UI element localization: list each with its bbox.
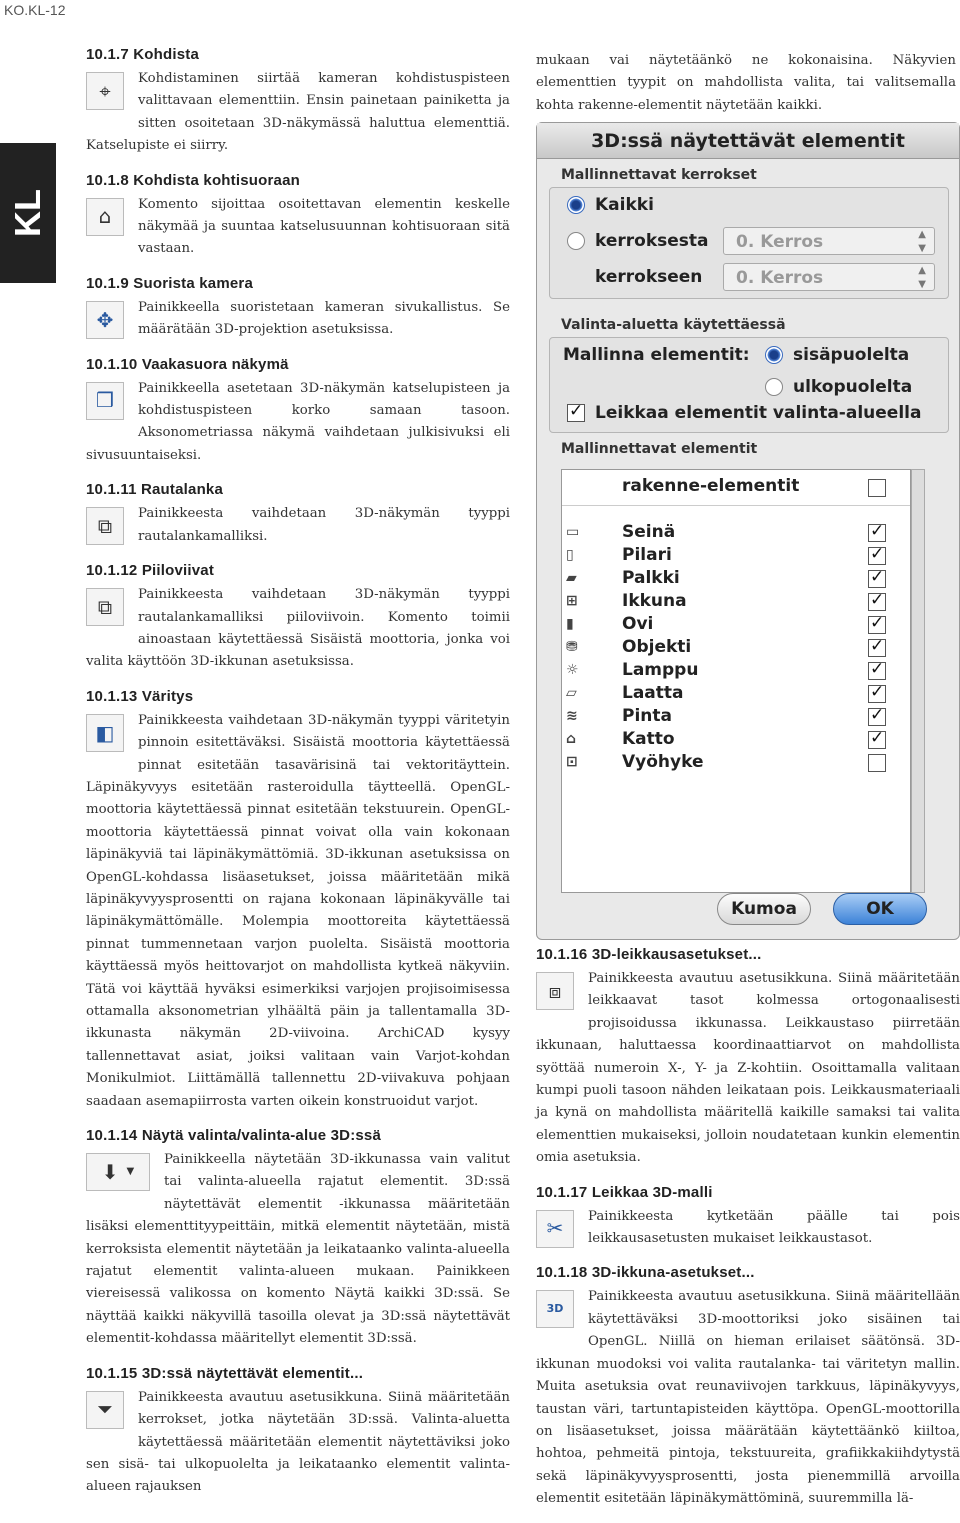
section-10-1-15 (86, 1363, 510, 1499)
list-item[interactable] (562, 683, 910, 706)
select-all-checkbox[interactable] (868, 479, 886, 497)
section-10-1-9 (86, 273, 510, 342)
item-label: Palkki (622, 568, 680, 588)
section-text: Komento sijoittaa osoitettavan elementin keskelle näkymää ja suuntaa katselusuunnan kohtisuoraan sitä vastaan. (138, 196, 510, 257)
list-scrollbar[interactable] (911, 469, 925, 893)
item-label: Seinä (622, 522, 676, 542)
section-heading: 10.1.18 3D-ikkuna-asetukset... (536, 1264, 755, 1282)
to-story-select[interactable] (723, 263, 935, 291)
wall-icon: ▭ (566, 524, 580, 540)
list-item[interactable] (562, 591, 910, 614)
list-item[interactable] (562, 660, 910, 683)
shaded-icon: ◧ (86, 714, 124, 752)
section-text: Painikkeesta avautuu asetusikkuna. Siinä määritetään leikkaavat tasot kolmessa ortogonaalisesti projisoidussa ikkunassa. Leikkaustaso piirretään ikkunaan, haluttaessa koordinaattiarvot on mahdollista syöttää numeroin X-, Y- ja Z-kohtiin. Osoittamalla valitaan kumpi puoli tasoon nähden leikataan pois. Leikkausmateriaali ja kynä on mahdollista määritellä kaikille samaksi tai valita elementtien mukaiseksi, jolloin noudatetaan kunkin elementin omia asetuksia. (536, 971, 960, 1166)
mesh-icon: ≋ (566, 708, 578, 724)
list-item[interactable] (562, 545, 910, 568)
radio-all-label: Kaikki (595, 195, 654, 215)
from-story-select[interactable] (723, 227, 935, 255)
dropdown-arrow-icon: ▼ (126, 1165, 135, 1177)
item-checkbox[interactable] (868, 547, 886, 565)
item-label: Objekti (622, 637, 692, 657)
radio-dot[interactable] (765, 378, 783, 396)
cube-horizontal-icon: ❒ (86, 382, 124, 420)
radio-dot[interactable] (765, 346, 783, 364)
chapter-tab-label: KL (7, 189, 48, 237)
ok-button[interactable]: OK (833, 893, 927, 925)
item-checkbox[interactable] (868, 754, 886, 772)
section-heading: 10.1.10 Vaakasuora näkymä (86, 355, 289, 373)
radio-inside-label: sisäpuolelta (793, 345, 910, 365)
item-label: Ikkuna (622, 591, 687, 611)
item-label: Lamppu (622, 660, 699, 680)
item-checkbox[interactable] (868, 593, 886, 611)
section-text: Painikkeesta avautuu asetusikkuna. Siinä määritellään käytettäväksi 3D-moottoriksi joko sisäinen tai OpenGL. Niillä on hieman erilaiset säätönsä. 3D-ikkunan muodoksi voi valita rautalanka- tai väritetyn mallin. Muita asetuksia ovat reunaviivojen tarkkuus, läpinäkyvyys, taustan väri, tartuntapisteiden käyttöpa. OpenGL-moottorilla on lisäasetukset, joissa määrätään käytettäänkö kiiltoa, hohtoa, pehmeitä pintoja, tekstuureita, grafiikkakiihdytystä sekä läpinäkyvyysprosentti, josta pienemmillä arvoilla elementit esitetään läpinäkymättöminä, suuremmilla lä- (536, 1289, 960, 1507)
item-label: Ovi (622, 614, 654, 634)
section-text: Painikkeella asetetaan 3D-näkymän katselupisteen ja kohdistuspisteen korko samaan tasoon. Aksonometriassa näkymä vaihdetaan julkisivuksi eli sivusuuntaiseksi. (86, 380, 510, 463)
radio-inside[interactable] (765, 345, 909, 365)
cancel-button[interactable]: Kumoa (717, 893, 811, 925)
item-label: Laatta (622, 683, 684, 703)
section-text: Painikkeesta avautuu asetusikkuna. Siinä määritetään kerrokset, jotka näytetään 3D:ssä. Valinta-aluetta käytettäessä määritetään elementit näytettäviksi joko sen sisä- tai ulkopuolelta ja leikataanko elementit valinta-alueen rajauksen (86, 1389, 510, 1495)
section-10-1-13 (86, 686, 510, 1113)
section-heading: 10.1.8 Kohdista kohtisuoraan (86, 171, 300, 189)
roof-icon: ⌂ (566, 731, 577, 747)
door-icon: ▮ (566, 616, 574, 632)
section-10-1-11 (86, 479, 510, 548)
radio-from-story[interactable] (567, 231, 709, 251)
house-icon: ⌂ (86, 198, 124, 236)
item-label: Pilari (622, 545, 672, 565)
list-item[interactable] (562, 706, 910, 729)
item-checkbox[interactable] (868, 708, 886, 726)
element-type-list (561, 469, 911, 893)
list-item[interactable] (562, 614, 910, 637)
section-settings-icon: ⧈ (536, 972, 574, 1010)
window-icon: ⊞ (566, 593, 578, 609)
continuation-text: mukaan vai näytetäänkö ne kokonaisina. Näkyvien elementtien tyypit on mahdollista valita, tai valitsemalla kohta rakenne-elementit näytetään kaikki. (536, 53, 956, 113)
item-checkbox[interactable] (868, 616, 886, 634)
section-text: Painikkeesta vaihdetaan 3D-näkymän tyyppi rautalankamalliksi. (138, 506, 510, 544)
item-checkbox[interactable] (868, 639, 886, 657)
section-heading: 10.1.7 Kohdista (86, 46, 200, 63)
list-item[interactable] (562, 752, 910, 775)
show-selection-icon: ⬇ ▼ (86, 1153, 150, 1191)
list-item[interactable] (562, 568, 910, 591)
beam-icon: ▰ (566, 570, 577, 586)
filter-funnel-icon: ⏷ (86, 1391, 124, 1429)
radio-all[interactable] (567, 195, 654, 215)
section-heading: 10.1.13 Väritys (86, 687, 194, 705)
section-heading: 10.1.12 Piiloviivat (86, 562, 215, 580)
from-story-value: 0. Kerros (736, 232, 824, 252)
radio-outside-label: ulkopuolelta (793, 377, 913, 397)
page-code: KO.KL-12 (4, 2, 66, 18)
chapter-tab (0, 143, 56, 283)
section-10-1-7 (86, 44, 510, 158)
section-10-1-17 (536, 1182, 960, 1251)
section-heading: 10.1.11 Rautalanka (86, 481, 224, 499)
radio-from-label: kerroksesta (595, 231, 709, 251)
section-heading: 10.1.17 Leikkaa 3D-malli (536, 1183, 713, 1201)
section-text: Painikkeella suoristetaan kameran sivukallistus. Se määrätään 3D-projektion asetuksissa. (138, 299, 510, 338)
cut-elements-label: Leikkaa elementit valinta-alueella (595, 403, 922, 423)
list-item[interactable] (562, 522, 910, 545)
section-text: Painikkeesta vaihdetaan 3D-näkymän tyyppi väritetyin pinnoin esitettäväksi. Sisäistä moottoria käytettäessä pinnat esitetään tasavärisinä tai vektoritäyttein. Läpinäkyvyys esitetään rasteroidulla täytteellä. OpenGL-moottoria käytettäessä pinnat esitetään tekstuurein. OpenGL-moottoria käytettäessä pinnat voivat olla vain kokonaan läpinäkyviä tai läpinäkymättömiä. 3D-ikkunan asetuksissa on OpenGL-kohdassa lisäasetukset, joissa määritetään mikä läpinäkyvyysprosentti on rajana kokonaan läpinäkyvälle tai läpinäkymättömälle. Molempia moottoreita käytettäessä pinnat tummennetaan varjon puolelta. Sisäistä moottoria käyttäessä myös heittovarjot on mahdollista kytkeä näkyviin. Tätä voi käyttää hyväksi esimerkiksi varjojen projisoimisessa ottamalla aksonometrian ylhäältä päin ja tallentamalla 3D-ikkunasta näkymän 2D-viivoina. ArchiCAD kysyy tallennettavat asiat, joiksi valitaan vain Varjot-kohdan Monikulmiot. Liittämällä tallennettu 2D-viivakuva pohjaan saadaan asemapiirrosta varten oikein konstruoidut varjot. (86, 712, 510, 1109)
item-label: Vyöhyke (622, 752, 704, 772)
section-10-1-14 (86, 1125, 510, 1351)
item-checkbox[interactable] (868, 570, 886, 588)
section-10-1-8 (86, 170, 510, 261)
section-10-1-16 (536, 944, 960, 1170)
stepper-icon[interactable]: ▲ ▼ (918, 265, 926, 290)
3d-window-icon: 3D (536, 1290, 574, 1328)
radio-dot[interactable] (567, 232, 585, 250)
list-header-label: rakenne-elementit (622, 476, 800, 496)
item-label: Pinta (622, 706, 672, 726)
left-column (86, 40, 510, 1511)
camera-figure-icon: ✥ (86, 301, 124, 339)
zone-icon: ⊡ (566, 754, 578, 770)
section-text: Painikkeesta kytketään päälle tai pois leikkausasetusten mukaiset leikkaustasot. (588, 1208, 960, 1247)
right-column (536, 940, 960, 1523)
checkbox[interactable] (567, 404, 585, 422)
section-heading: 10.1.15 3D:ssä näytettävät elementit... (86, 1364, 364, 1382)
slab-icon: ▱ (566, 685, 577, 701)
item-label: Katto (622, 729, 675, 749)
column-icon: ▯ (566, 547, 574, 563)
list-header[interactable] (562, 470, 910, 506)
cut-elements-checkbox[interactable] (567, 403, 921, 423)
section-text: Painikkeella näytetään 3D-ikkunassa vain valitut tai valinta-alueella rajatut elementit. 3D:ssä näytettävät elementit -ikkunassa määritetään lisäksi elementtityypeittäin, mitkä elementit näytetään, mistä kerroksista elementit näytetään ja leikataanko valinta-alueella rajatut elementit valinta-alueen mukaan. Painikkeen viereisessä valikossa on komento Näytä kaikki 3D:ssä. Se näyttää kaikki näkyvillä tasoilla olevat ja 3D:ssä näytettävät elementit-kohdassa määritellyt elementit 3D:ssä. (86, 1152, 510, 1347)
section-heading: 10.1.9 Suorista kamera (86, 274, 253, 292)
dialog-3d-elements (536, 122, 960, 940)
group-label-stories: Mallinnettavat kerrokset (561, 167, 757, 183)
section-10-1-12 (86, 560, 510, 674)
to-story-value: 0. Kerros (736, 268, 824, 288)
item-checkbox[interactable] (868, 731, 886, 749)
section-text: Painikkeesta vaihdetaan 3D-näkymän tyyppi rautalankamalliksi piiloviivoin. Komento toimii ainoastaan käytettäessä Sisäistä moottoria, jonka voi valita käyttöön 3D-ikkunan asetuksissa. (86, 587, 510, 670)
section-10-1-18 (536, 1262, 960, 1510)
wireframe-icon: ⧉ (86, 507, 124, 545)
to-story-label: kerrokseen (595, 267, 703, 287)
item-checkbox[interactable] (868, 685, 886, 703)
object-icon: ⛃ (566, 639, 578, 655)
item-checkbox[interactable] (868, 524, 886, 542)
stepper-icon[interactable]: ▲ ▼ (918, 229, 926, 254)
section-heading: 10.1.16 3D-leikkausasetukset... (536, 946, 762, 963)
radio-outside[interactable] (765, 377, 912, 397)
group-label-elements: Mallinnettavat elementit (561, 441, 758, 457)
dialog-title: 3D:ssä näytettävät elementit (537, 123, 959, 159)
radio-dot[interactable] (567, 196, 585, 214)
cut-model-icon: ✂ (536, 1210, 574, 1248)
section-text: Kohdistaminen siirtää kameran kohdistuspisteen valittavaan elementtiin. Ensin painetaan painiketta ja sitten osoitetaan 3D-näkymässä haluttua elementtiä. Katselupiste ei siirry. (86, 71, 510, 154)
item-checkbox[interactable] (868, 662, 886, 680)
list-item[interactable] (562, 729, 910, 752)
section-heading: 10.1.14 Näytä valinta/valinta-alue 3D:ssä (86, 1127, 382, 1145)
model-elements-label: Mallinna elementit: (563, 345, 750, 365)
right-top-text (536, 50, 956, 117)
group-label-marquee: Valinta-aluetta käytettäessä (561, 317, 786, 333)
lamp-icon: ☼ (566, 662, 579, 678)
hidden-lines-icon: ⧉ (86, 588, 124, 626)
section-10-1-10 (86, 354, 510, 468)
target-crosshair-icon: ⌖ (86, 72, 124, 110)
list-item[interactable] (562, 637, 910, 660)
